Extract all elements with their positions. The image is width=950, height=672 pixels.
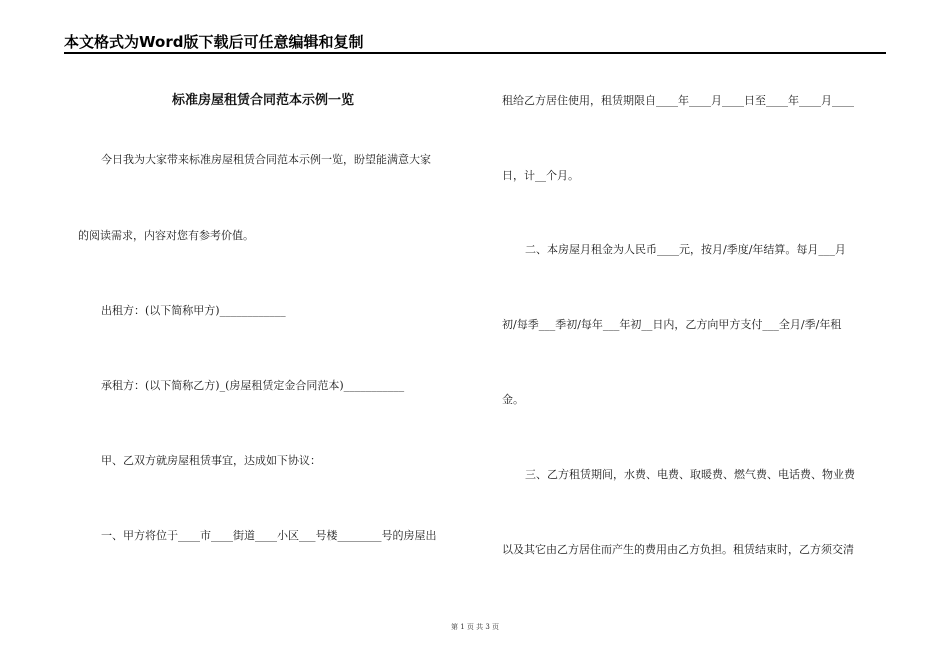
paragraph-line: 日，计__个月。 bbox=[502, 169, 579, 182]
paragraph-line: 甲、乙双方就房屋租赁事宜，达成如下协议： bbox=[101, 454, 321, 467]
banner-text: 本文格式为Word版下载后可任意编辑和复制 bbox=[64, 33, 364, 51]
paragraph-line: 以及其它由乙方居住而产生的费用由乙方负担。租赁结束时，乙方须交清 bbox=[502, 543, 854, 556]
page-number: 第 1 页 共 3 页 bbox=[450, 623, 500, 631]
paragraph-line: 的阅读需求，内容对您有参考价值。 bbox=[78, 229, 254, 242]
document-banner bbox=[64, 32, 886, 54]
paragraph-line: 今日我为大家带来标准房屋租赁合同范本示例一览，盼望能满意大家 bbox=[101, 153, 431, 166]
paragraph-line: 一、甲方将位于____市____街道____小区___号楼________号的房屋出 bbox=[101, 529, 437, 542]
paragraph-line: 承租方：(以下简称乙方)_(房屋租赁定金合同范本)___________ bbox=[101, 379, 405, 392]
paragraph-line: 出租方：(以下简称甲方)____________ bbox=[101, 304, 286, 317]
paragraph-line: 三、乙方租赁期间，水费、电费、取暖费、燃气费、电话费、物业费 bbox=[525, 468, 855, 481]
document-title: 标准房屋租赁合同范本示例一览 bbox=[171, 93, 354, 108]
paragraph-line: 金。 bbox=[502, 393, 524, 406]
paragraph-line: 二、本房屋月租金为人民币____元，按月/季度/年结算。每月___月 bbox=[525, 243, 846, 256]
paragraph-line: 初/每季___季初/每年___年初__日内，乙方向甲方支付___全月/季/年租 bbox=[502, 318, 842, 331]
paragraph-line: 租给乙方居住使用，租赁期限自____年____月____日至____年____月____ bbox=[502, 94, 854, 107]
